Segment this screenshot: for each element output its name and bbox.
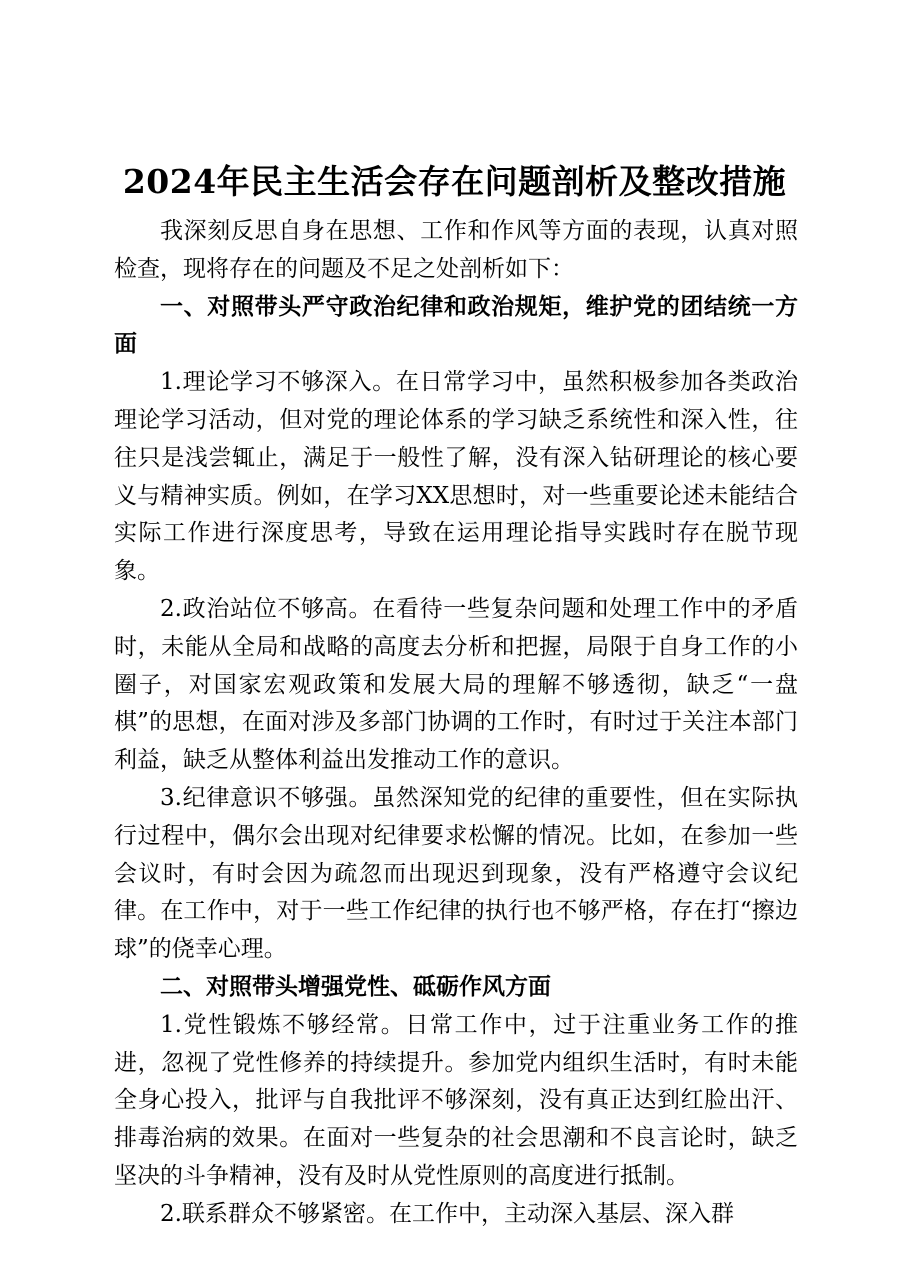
document-title: 2024年民主生活会存在问题剖析及整改措施 (122, 162, 787, 201)
paragraph-1-1: 1.理论学习不够深入。在日常学习中，虽然积极参加各类政治理论学习活动，但对党的理论体系的学习缺乏系统性和深入性，往往只是浅尝辄止，满足于一般性了解，没有深入钻研理论的核心要义与精神实质。例如，在学习XX思想时，对一些重要论述未能结合实际工作进行深度思考，导致在运用理论指导实践时存在脱节现象。 (114, 369, 798, 585)
section-heading-2: 二、对照带头增强党性、砥砺作风方面 (160, 973, 551, 1000)
paragraph-2-1: 1.党性锻炼不够经常。日常工作中，过于注重业务工作的推进，忽视了党性修养的持续提升。参加党内组织生活时，有时未能全身心投入，批评与自我批评不够深刻，没有真正达到红脸出汗、排毒治病的效果。在面对一些复杂的社会思潮和不良言论时，缺乏坚决的斗争精神，没有及时从党性原则的高度进行抵制。 (114, 1011, 798, 1189)
document-body (114, 213, 798, 1234)
intro-paragraph: 我深刻反思自身在思想、工作和作风等方面的表现，认真对照检查，现将存在的问题及不足之处剖析如下： (114, 218, 798, 282)
section-heading-1: 一、对照带头严守政治纪律和政治规矩，维护党的团结统一方面 (114, 293, 798, 358)
paragraph-1-3: 3.纪律意识不够强。虽然深知党的纪律的重要性，但在实际执行过程中，偶尔会出现对纪律要求松懈的情况。比如，在参加一些会议时，有时会因为疏忽而出现迟到现象，没有严格遵守会议纪律。在工作中，对于一些工作纪律的执行也不够严格，存在打“擦边球”的侥幸心理。 (114, 784, 798, 963)
paragraph-1-2: 2.政治站位不够高。在看待一些复杂问题和处理工作中的矛盾时，未能从全局和战略的高度去分析和把握，局限于自身工作的小圈子，对国家宏观政策和发展大局的理解不够透彻，缺乏“一盘棋”的思想，在面对涉及多部门协调的工作时，有时过于关注本部门利益，缺乏从整体利益出发推动工作的意识。 (114, 595, 798, 774)
paragraph-2-2: 2.联系群众不够紧密。在工作中，主动深入基层、深入群 (160, 1200, 734, 1227)
